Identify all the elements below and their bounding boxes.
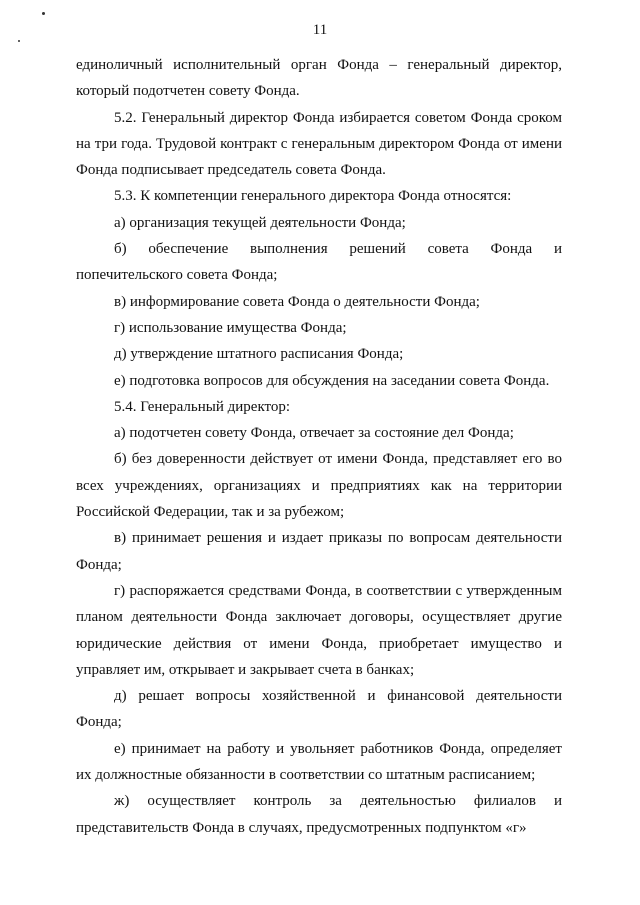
- list-item-5-4-zh: ж) осуществляет контроль за деятельностью филиалов и представительств Фонда в случаях, предусмотренных подпунктом «г»: [76, 793, 562, 836]
- list-item-5-4-a: а) подотчетен совету Фонда, отвечает за состояние дел Фонда;: [114, 425, 514, 442]
- list-item-5-3-e: е) подготовка вопросов для обсуждения на заседании совета Фонда.: [114, 372, 550, 389]
- list-item-5-3-v: в) информирование совета Фонда о деятельности Фонда;: [114, 293, 480, 310]
- scan-speck: [42, 12, 45, 15]
- list-item-5-3-a: а) организация текущей деятельности Фонда;: [114, 214, 406, 231]
- list-item-5-4-e: е) принимает на работу и увольняет работников Фонда, определяет их должностные обязанности в соответствии со штатным расписанием;: [76, 740, 562, 784]
- list-item-5-3-d: д) утверждение штатного расписания Фонда;: [114, 346, 404, 363]
- list-item-5-3-g: г) использование имущества Фонда;: [114, 319, 347, 336]
- page-number: 11: [312, 22, 328, 38]
- list-item-5-3-b: б) обеспечение выполнения решений совета Фонда и попечительского совета Фонда;: [76, 241, 562, 284]
- list-item-5-4-g: г) распоряжается средствами Фонда, в соответствии с утвержденным планом деятельности Фонда заключает договоры, осуществляет другие юридические действия от имени Фонда, приобретает имущество и управляет им, открывает и закрывает счета в банках;: [76, 582, 562, 678]
- document-body: [76, 52, 562, 841]
- paragraph-5-2: 5.2. Генеральный директор Фонда избирается советом Фонда сроком на три года. Трудовой контракт с генеральным директором Фонда от имени Фонда подписывает председатель совета Фонда.: [76, 109, 562, 179]
- scan-speck: [18, 40, 20, 42]
- paragraph-5-3: 5.3. К компетенции генерального директора Фонда относятся:: [114, 188, 512, 205]
- list-item-5-4-b: б) без доверенности действует от имени Фонда, представляет его во всех учреждениях, организациях и предприятиях как на территории Российской Федерации, так и за рубежом;: [76, 451, 562, 521]
- paragraph-continuation: единоличный исполнительный орган Фонда – генеральный директор, который подотчетен совету Фонда.: [76, 57, 562, 100]
- list-item-5-4-v: в) принимает решения и издает приказы по вопросам деятельности Фонда;: [76, 530, 562, 573]
- paragraph-5-4: 5.4. Генеральный директор:: [114, 398, 291, 415]
- list-item-5-4-d: д) решает вопросы хозяйственной и финансовой деятельности Фонда;: [76, 688, 562, 731]
